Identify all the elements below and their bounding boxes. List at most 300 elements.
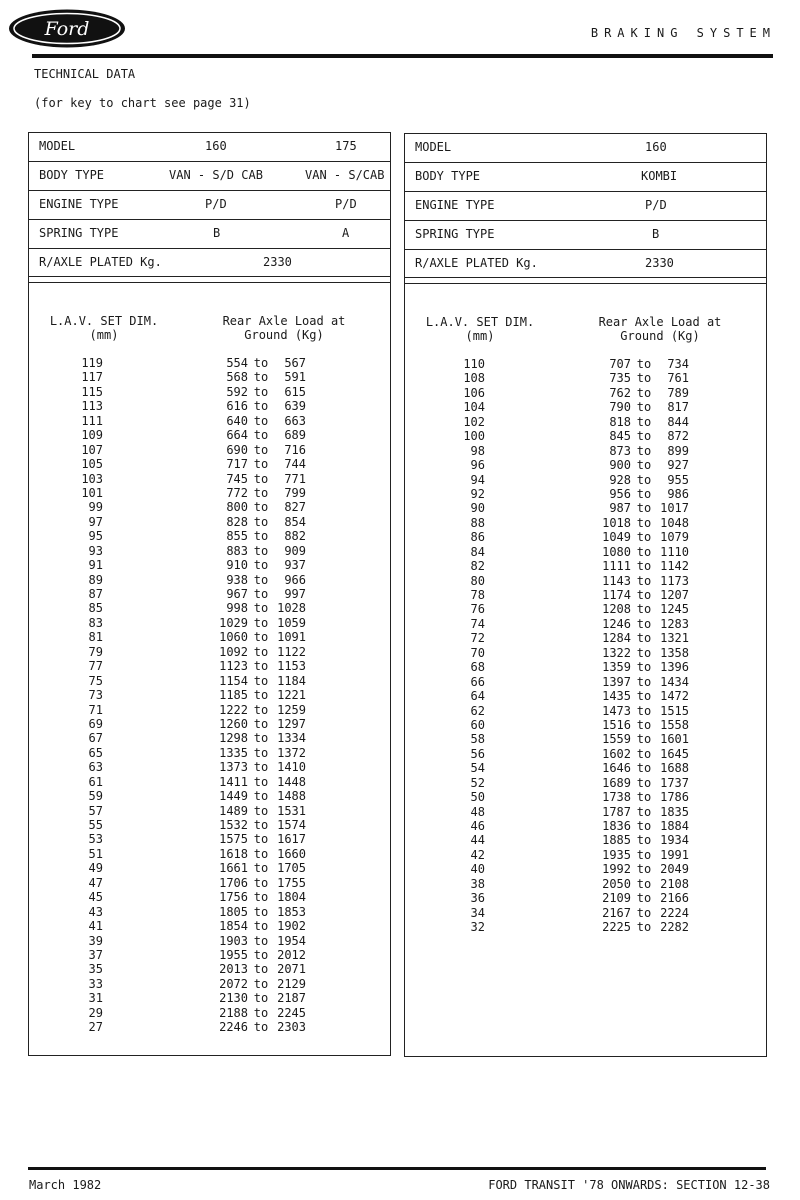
to-word: to <box>636 674 652 689</box>
table-row <box>405 646 766 660</box>
spec-value: 175 <box>335 139 357 153</box>
load-min-cell: 2013 <box>219 962 248 977</box>
table-row <box>29 529 390 543</box>
spec-label: MODEL <box>39 139 76 153</box>
load-min-cell: 2167 <box>602 905 631 920</box>
lav-dim-cell: 117 <box>81 370 103 385</box>
to-word: to <box>253 529 269 544</box>
to-word: to <box>253 615 269 630</box>
table-row <box>405 487 766 501</box>
load-min-cell: 2225 <box>602 920 631 935</box>
to-word: to <box>253 370 269 385</box>
table-row <box>29 486 390 500</box>
load-min-cell: 873 <box>609 443 631 458</box>
table-row <box>29 775 390 789</box>
ford-logo <box>7 8 127 49</box>
table-row <box>405 400 766 414</box>
load-min-cell: 1092 <box>219 644 248 659</box>
load-min-cell: 1260 <box>219 716 248 731</box>
lav-dim-cell: 76 <box>470 602 485 617</box>
to-word: to <box>253 890 269 905</box>
load-max-cell: 1884 <box>660 819 689 833</box>
load-max-cell: 966 <box>284 572 306 587</box>
table-row <box>29 616 390 630</box>
load-max-cell: 1017 <box>660 501 689 516</box>
to-word: to <box>253 601 269 616</box>
load-max-cell: 1617 <box>277 832 306 847</box>
to-word: to <box>636 588 652 602</box>
table-row <box>29 890 390 904</box>
load-min-cell: 1435 <box>602 689 631 704</box>
lav-dim-cell: 77 <box>88 659 103 674</box>
lav-dim-cell: 113 <box>81 399 103 414</box>
to-word: to <box>636 847 652 862</box>
to-word: to <box>253 875 269 890</box>
load-max-cell: 1334 <box>277 731 306 746</box>
lav-dim-cell: 67 <box>88 731 103 746</box>
lav-dim-cell: 93 <box>88 543 103 558</box>
right-data-rows <box>405 357 766 935</box>
load-max-cell: 1835 <box>660 804 689 819</box>
to-word: to <box>253 399 269 414</box>
spec-label: ENGINE TYPE <box>415 198 495 212</box>
load-min-cell: 818 <box>609 414 631 429</box>
load-min-cell: 707 <box>609 357 631 371</box>
load-max-cell: 872 <box>667 429 689 444</box>
table-row <box>405 631 766 645</box>
spec-row-engine-type <box>29 191 390 219</box>
table-row <box>29 356 390 370</box>
load-min-cell: 790 <box>609 400 631 415</box>
load-max-cell: 854 <box>284 514 306 529</box>
load-min-cell: 1359 <box>602 660 631 675</box>
table-row <box>29 587 390 601</box>
load-min-cell: 1449 <box>219 789 248 804</box>
lav-dim-cell: 52 <box>470 775 485 790</box>
to-word: to <box>253 774 269 789</box>
load-max-cell: 1448 <box>277 774 306 789</box>
lav-dim-cell: 40 <box>470 862 485 877</box>
spec-row-plated <box>405 250 766 278</box>
load-min-cell: 1646 <box>602 761 631 776</box>
lav-dim-cell: 73 <box>88 688 103 703</box>
lav-dim-cell: 54 <box>470 761 485 776</box>
load-max-cell: 2303 <box>277 1020 306 1035</box>
to-word: to <box>253 644 269 659</box>
load-min-cell: 616 <box>226 399 248 414</box>
lav-dim-cell: 71 <box>88 702 103 717</box>
load-min-cell: 1689 <box>602 775 631 790</box>
load-max-cell: 1934 <box>660 833 689 848</box>
table-row <box>405 357 766 371</box>
to-word: to <box>636 530 652 545</box>
lav-dim-cell: 80 <box>470 573 485 588</box>
to-word: to <box>253 587 269 601</box>
load-max-cell: 1184 <box>277 673 306 688</box>
table-row <box>29 370 390 384</box>
load-min-cell: 1154 <box>219 673 248 688</box>
spec-value: B <box>652 227 660 241</box>
lav-dim-cell: 84 <box>470 544 485 559</box>
load-max-cell: 1059 <box>277 615 306 630</box>
table-row <box>29 948 390 962</box>
lav-dim-cell: 96 <box>470 458 485 473</box>
load-max-cell: 986 <box>667 486 689 501</box>
load-max-cell: 1079 <box>660 530 689 545</box>
to-word: to <box>636 486 652 501</box>
to-word: to <box>636 515 652 530</box>
load-max-cell: 1297 <box>277 716 306 731</box>
load-min-cell: 1602 <box>602 746 631 761</box>
lav-dim-cell: 41 <box>88 919 103 934</box>
load-max-cell: 1153 <box>277 659 306 674</box>
load-max-cell: 1705 <box>277 861 306 876</box>
to-word: to <box>253 861 269 876</box>
bottom-rule <box>28 1167 766 1170</box>
load-max-cell: 1954 <box>277 933 306 948</box>
load-min-cell: 967 <box>226 587 248 601</box>
to-word: to <box>636 573 652 588</box>
load-min-cell: 1559 <box>602 732 631 747</box>
table-row <box>405 761 766 775</box>
load-min-cell: 640 <box>226 413 248 428</box>
load-min-cell: 1049 <box>602 530 631 545</box>
to-word: to <box>253 659 269 674</box>
lav-dim-cell: 79 <box>88 644 103 659</box>
table-row <box>29 443 390 457</box>
lav-dim-cell: 105 <box>81 457 103 472</box>
table-row <box>29 544 390 558</box>
spec-row-model <box>405 134 766 162</box>
to-word: to <box>253 572 269 587</box>
load-min-cell: 1473 <box>602 703 631 718</box>
load-min-cell: 1489 <box>219 803 248 818</box>
load-max-cell: 1245 <box>660 602 689 617</box>
load-min-cell: 1123 <box>219 659 248 674</box>
lav-dim-cell: 110 <box>463 357 485 371</box>
load-min-cell: 772 <box>226 485 248 500</box>
to-word: to <box>253 818 269 832</box>
table-row <box>29 804 390 818</box>
lav-dim-cell: 38 <box>470 876 485 891</box>
to-word: to <box>253 500 269 515</box>
load-min-cell: 762 <box>609 385 631 400</box>
table-row <box>29 558 390 572</box>
lav-dim-cell: 100 <box>463 429 485 444</box>
table-row <box>405 574 766 588</box>
footer-section: FORD TRANSIT '78 ONWARDS: SECTION 12-38 <box>488 1178 770 1192</box>
table-row <box>29 717 390 731</box>
to-word: to <box>253 976 269 991</box>
table-row <box>405 776 766 790</box>
lav-dim-cell: 33 <box>88 976 103 991</box>
table-row <box>29 832 390 846</box>
lav-dim-cell: 92 <box>470 486 485 501</box>
load-max-cell: 1396 <box>660 660 689 675</box>
load-max-cell: 2129 <box>277 976 306 991</box>
table-row <box>405 429 766 443</box>
lav-dim-cell: 107 <box>81 442 103 457</box>
load-max-cell: 1688 <box>660 761 689 776</box>
to-word: to <box>253 760 269 775</box>
load-min-cell: 1516 <box>602 717 631 732</box>
load-min-cell: 1322 <box>602 645 631 660</box>
lav-dim-cell: 97 <box>88 514 103 529</box>
to-word: to <box>636 559 652 574</box>
rear-axle-load-header <box>209 314 359 342</box>
load-max-cell: 1660 <box>277 846 306 861</box>
table-row <box>29 659 390 673</box>
load-min-cell: 1111 <box>602 559 631 574</box>
to-word: to <box>636 660 652 675</box>
to-word: to <box>636 371 652 386</box>
to-word: to <box>253 803 269 818</box>
spec-label: R/AXLE PLATED Kg. <box>39 255 162 269</box>
lav-dim-cell: 61 <box>88 774 103 789</box>
table-row <box>405 545 766 559</box>
table-row <box>405 458 766 472</box>
load-min-cell: 554 <box>226 356 248 370</box>
load-max-cell: 1048 <box>660 515 689 530</box>
load-max-cell: 1283 <box>660 616 689 631</box>
lav-dim-cell: 69 <box>88 716 103 731</box>
header-line: (mm) <box>465 329 495 343</box>
lav-dim-cell: 111 <box>81 413 103 428</box>
lav-dim-cell: 87 <box>88 587 103 601</box>
table-row <box>29 977 390 991</box>
load-max-cell: 2012 <box>277 947 306 962</box>
load-min-cell: 828 <box>226 514 248 529</box>
spec-value: VAN - S/CAB <box>305 168 385 182</box>
load-min-cell: 1222 <box>219 702 248 717</box>
load-max-cell: 1221 <box>277 688 306 703</box>
load-max-cell: 1645 <box>660 746 689 761</box>
load-max-cell: 1321 <box>660 631 689 646</box>
load-max-cell: 2071 <box>277 962 306 977</box>
load-min-cell: 1174 <box>602 588 631 602</box>
lav-dim-cell: 104 <box>463 400 485 415</box>
table-row <box>405 920 766 934</box>
table-row <box>405 415 766 429</box>
load-max-cell: 663 <box>284 413 306 428</box>
header-line: Ground (Kg) <box>244 328 324 342</box>
table-row <box>405 660 766 674</box>
lav-dim-cell: 119 <box>81 356 103 370</box>
load-min-cell: 1373 <box>219 760 248 775</box>
lav-dim-cell: 103 <box>81 471 103 486</box>
left-data-rows <box>29 356 390 1035</box>
to-word: to <box>636 920 652 935</box>
load-max-cell: 591 <box>284 370 306 385</box>
lav-dim-cell: 39 <box>88 933 103 948</box>
lav-dim-cell: 27 <box>88 1020 103 1035</box>
load-min-cell: 2130 <box>219 991 248 1006</box>
load-min-cell: 2072 <box>219 976 248 991</box>
lav-dim-cell: 60 <box>470 717 485 732</box>
to-word: to <box>636 862 652 877</box>
load-min-cell: 2246 <box>219 1020 248 1035</box>
load-max-cell: 1902 <box>277 919 306 934</box>
spec-row-model <box>29 133 390 161</box>
to-word: to <box>636 645 652 660</box>
to-word: to <box>636 833 652 848</box>
lav-dim-cell: 72 <box>470 631 485 646</box>
load-min-cell: 1246 <box>602 616 631 631</box>
load-max-cell: 927 <box>667 458 689 473</box>
lav-dim-cell: 70 <box>470 645 485 660</box>
double-divider <box>405 277 766 284</box>
load-max-cell: 2282 <box>660 920 689 935</box>
to-word: to <box>253 543 269 558</box>
load-min-cell: 1335 <box>219 745 248 760</box>
table-row <box>405 906 766 920</box>
table-row <box>405 689 766 703</box>
lav-dim-cell: 62 <box>470 703 485 718</box>
table-row <box>405 833 766 847</box>
lav-dim-cell: 65 <box>88 745 103 760</box>
spec-value: A <box>342 226 350 240</box>
to-word: to <box>253 731 269 746</box>
table-row <box>29 731 390 745</box>
table-row <box>405 891 766 905</box>
table-row <box>405 444 766 458</box>
to-word: to <box>253 442 269 457</box>
load-max-cell: 1786 <box>660 790 689 805</box>
double-divider <box>29 276 390 283</box>
table-row <box>29 674 390 688</box>
load-max-cell: 2245 <box>277 1005 306 1020</box>
lav-dim-cell: 90 <box>470 501 485 516</box>
load-max-cell: 716 <box>284 442 306 457</box>
lav-dim-cell: 63 <box>88 760 103 775</box>
load-max-cell: 567 <box>284 356 306 370</box>
load-min-cell: 1143 <box>602 573 631 588</box>
lav-dim-cell: 88 <box>470 515 485 530</box>
to-word: to <box>253 384 269 399</box>
to-word: to <box>253 356 269 370</box>
load-max-cell: 2224 <box>660 905 689 920</box>
lav-dim-cell: 109 <box>81 428 103 443</box>
to-word: to <box>253 947 269 962</box>
load-max-cell: 1601 <box>660 732 689 747</box>
load-max-cell: 882 <box>284 529 306 544</box>
load-max-cell: 1142 <box>660 559 689 574</box>
table-row <box>29 630 390 644</box>
load-min-cell: 1018 <box>602 515 631 530</box>
table-row <box>29 905 390 919</box>
table-row <box>405 675 766 689</box>
footer-date: March 1982 <box>29 1178 102 1192</box>
spec-value: 2330 <box>645 256 674 270</box>
spec-row-body-type <box>405 163 766 191</box>
lav-dim-cell: 58 <box>470 732 485 747</box>
load-min-cell: 735 <box>609 371 631 386</box>
load-min-cell: 883 <box>226 543 248 558</box>
load-max-cell: 1173 <box>660 573 689 588</box>
load-min-cell: 956 <box>609 486 631 501</box>
spec-label: MODEL <box>415 140 452 154</box>
load-max-cell: 1372 <box>277 745 306 760</box>
table-row <box>29 428 390 442</box>
spec-label: ENGINE TYPE <box>39 197 119 211</box>
load-max-cell: 799 <box>284 485 306 500</box>
to-word: to <box>253 413 269 428</box>
spec-value: 2330 <box>263 255 292 269</box>
lav-set-dim-header <box>415 315 545 343</box>
spec-value: P/D <box>205 197 227 211</box>
table-row <box>405 790 766 804</box>
load-max-cell: 1091 <box>277 630 306 645</box>
lav-dim-cell: 47 <box>88 875 103 890</box>
load-min-cell: 1903 <box>219 933 248 948</box>
table-row <box>405 516 766 530</box>
spec-label: SPRING TYPE <box>415 227 495 241</box>
table-row <box>405 588 766 602</box>
spec-value: VAN - S/D CAB <box>169 168 263 182</box>
to-word: to <box>636 746 652 761</box>
table-row <box>29 688 390 702</box>
table-row <box>405 877 766 891</box>
to-word: to <box>636 775 652 790</box>
table-row <box>29 962 390 976</box>
lav-dim-cell: 108 <box>463 371 485 386</box>
load-min-cell: 2109 <box>602 891 631 906</box>
to-word: to <box>636 385 652 400</box>
lav-dim-cell: 68 <box>470 660 485 675</box>
load-min-cell: 1935 <box>602 847 631 862</box>
lav-dim-cell: 37 <box>88 947 103 962</box>
header-line: Rear Axle Load at <box>222 314 346 328</box>
to-word: to <box>636 602 652 617</box>
lav-dim-cell: 59 <box>88 789 103 804</box>
lav-dim-cell: 49 <box>88 861 103 876</box>
load-min-cell: 1706 <box>219 875 248 890</box>
load-min-cell: 900 <box>609 458 631 473</box>
load-min-cell: 1080 <box>602 544 631 559</box>
to-word: to <box>636 703 652 718</box>
to-word: to <box>253 688 269 703</box>
table-row <box>29 818 390 832</box>
table-row <box>29 573 390 587</box>
table-row <box>29 515 390 529</box>
spec-value: 160 <box>645 140 667 154</box>
load-min-cell: 690 <box>226 442 248 457</box>
load-min-cell: 717 <box>226 457 248 472</box>
to-word: to <box>636 400 652 415</box>
right-data-panel <box>404 133 767 1057</box>
table-row <box>29 1006 390 1020</box>
load-max-cell: 2049 <box>660 862 689 877</box>
spec-row-engine-type <box>405 192 766 220</box>
spec-row-spring-type <box>405 221 766 249</box>
load-min-cell: 855 <box>226 529 248 544</box>
load-max-cell: 1531 <box>277 803 306 818</box>
lav-dim-cell: 43 <box>88 904 103 919</box>
table-row <box>29 1020 390 1034</box>
logo-wordmark: Ford <box>44 18 90 40</box>
load-max-cell: 744 <box>284 457 306 472</box>
load-min-cell: 592 <box>226 384 248 399</box>
header-line: Ground (Kg) <box>620 329 700 343</box>
load-min-cell: 1029 <box>219 615 248 630</box>
load-min-cell: 1298 <box>219 731 248 746</box>
load-max-cell: 1991 <box>660 847 689 862</box>
lav-dim-cell: 42 <box>470 847 485 862</box>
lav-dim-cell: 51 <box>88 846 103 861</box>
load-max-cell: 615 <box>284 384 306 399</box>
lav-dim-cell: 99 <box>88 500 103 515</box>
table-row <box>405 386 766 400</box>
